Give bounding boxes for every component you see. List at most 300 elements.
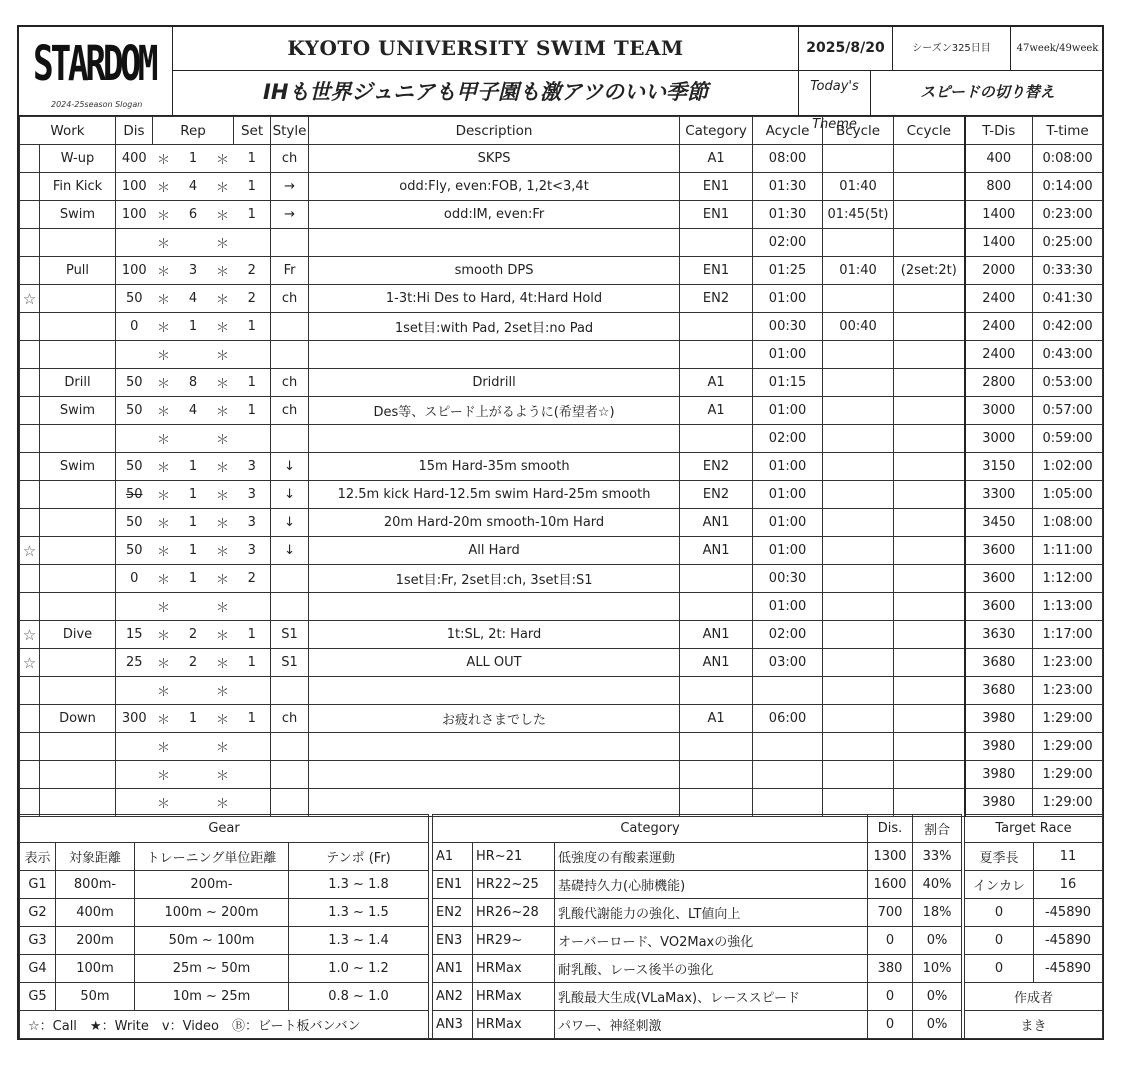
theme-label-box [798,70,871,132]
cell-multiplier: ＊ [212,537,234,565]
category-row [433,899,962,927]
cell-bcycle: 01:40 [823,257,894,285]
table-row [20,145,1103,173]
cell-style: ch [271,285,309,313]
gear-target-distance: 800m- [56,871,135,899]
gear-unit-distance: 200m- [135,871,289,899]
cell-style: ↓ [271,481,309,509]
gear-row [20,871,429,899]
cell-style [271,229,309,257]
cell-rep: 1 [175,537,212,565]
cell-multiplier: ＊ [153,201,175,229]
gear-target-distance: 200m [56,927,135,955]
table-row [20,229,1103,257]
cell-multiplier: ＊ [153,761,175,789]
cell-bcycle [823,285,894,313]
cell-category [680,425,753,453]
cell-rep [175,761,212,789]
category-hr: HRMax [473,955,555,983]
category-ratio: 18% [913,899,962,927]
cell-set [234,677,271,705]
cell-tdis: 3680 [965,649,1033,677]
cell-set [234,789,271,817]
cell-multiplier: ＊ [212,677,234,705]
category-distance: 0 [868,1011,913,1039]
cell-ccycle [894,313,965,341]
cell-multiplier: ＊ [212,509,234,537]
cell-dis: 50 [116,397,153,425]
cell-work [40,229,116,257]
cell-work [40,537,116,565]
cell-category: EN2 [680,481,753,509]
category-hr: HR29~ [473,927,555,955]
cell-category [680,733,753,761]
cell-style [271,425,309,453]
cell-work [40,341,116,369]
star-mark: ☆ [20,537,40,565]
race-row [965,871,1103,899]
cell-style: ch [271,369,309,397]
cell-ccycle [894,201,965,229]
theme-label: Today's Theme [810,79,859,132]
cell-multiplier: ＊ [153,425,175,453]
cell-description [309,789,680,817]
cell-multiplier: ＊ [212,425,234,453]
cell-tdis: 3450 [965,509,1033,537]
cell-rep: 1 [175,705,212,733]
cell-bcycle [823,677,894,705]
gear-header: 表示 [20,843,56,871]
table-row [20,621,1103,649]
cell-acycle: 01:00 [753,509,823,537]
cell-tdis: 2400 [965,285,1033,313]
cell-multiplier: ＊ [153,369,175,397]
cell-rep: 1 [175,313,212,341]
cell-ccycle [894,453,965,481]
gear-row [20,955,429,983]
col-bcycle: Bcycle [823,117,894,145]
cell-set: 1 [234,369,271,397]
category-ratio: 0% [913,983,962,1011]
category-purpose: オーバーロード、VO2Maxの強化 [555,927,868,955]
slogan: IHも世界ジュニアも甲子園も激アツのいい季節 [263,80,708,104]
cell-bcycle [823,453,894,481]
star-mark [20,733,40,761]
star-mark [20,425,40,453]
gear-code: G4 [20,955,56,983]
cell-multiplier: ＊ [212,789,234,817]
race-name: インカレ [965,871,1034,899]
cell-acycle: 00:30 [753,565,823,593]
cell-ttime: 1:08:00 [1033,509,1103,537]
practice-sheet [17,25,1104,1040]
cell-style [271,593,309,621]
category-ratio: 0% [913,1011,962,1039]
col-acycle: Acycle [753,117,823,145]
cell-style: S1 [271,649,309,677]
table-row [20,173,1103,201]
season-day-box [892,27,1011,71]
cell-tdis: 3000 [965,397,1033,425]
theme-box [870,70,1104,116]
star-mark [20,145,40,173]
cell-ccycle [894,509,965,537]
cell-work: Swim [40,453,116,481]
cell-ttime: 0:08:00 [1033,145,1103,173]
cell-description: odd:IM, even:Fr [309,201,680,229]
cell-work [40,285,116,313]
cell-category: A1 [680,145,753,173]
category-code: EN3 [433,927,473,955]
gear-unit-distance: 25m ~ 50m [135,955,289,983]
category-purpose: 耐乳酸、レース後半の強化 [555,955,868,983]
category-distance: 0 [868,983,913,1011]
cell-work [40,565,116,593]
cell-description: smooth DPS [309,257,680,285]
category-purpose: パワー、神経刺激 [555,1011,868,1039]
cell-ccycle [894,593,965,621]
cell-multiplier: ＊ [212,621,234,649]
gear-row [20,927,429,955]
cell-tdis: 3300 [965,481,1033,509]
cell-multiplier: ＊ [153,341,175,369]
gear-title: Gear [20,815,429,843]
cell-ccycle [894,733,965,761]
cell-category: A1 [680,369,753,397]
category-table [432,814,962,1039]
target-race-table [964,814,1103,1039]
cell-bcycle [823,537,894,565]
cell-style: Fr [271,257,309,285]
cell-dis: 50 [116,453,153,481]
cell-multiplier: ＊ [212,201,234,229]
cell-ccycle [894,565,965,593]
cell-acycle: 01:15 [753,369,823,397]
star-mark: ☆ [20,621,40,649]
race-weeks: 11 [1034,843,1103,871]
cell-tdis: 3980 [965,789,1033,817]
category-code: AN3 [433,1011,473,1039]
cell-set: 2 [234,257,271,285]
cell-ccycle [894,229,965,257]
cell-bcycle [823,481,894,509]
gear-target-distance: 50m [56,983,135,1011]
col-ccycle: Ccycle [894,117,965,145]
star-mark [20,397,40,425]
race-row [965,843,1103,871]
category-code: EN1 [433,871,473,899]
category-ratio: 40% [913,871,962,899]
cell-dis: 100 [116,257,153,285]
cell-multiplier: ＊ [212,481,234,509]
race-row [965,927,1103,955]
cell-category: A1 [680,397,753,425]
cell-multiplier: ＊ [212,565,234,593]
cell-multiplier: ＊ [212,173,234,201]
cell-category: AN1 [680,509,753,537]
cell-set: 3 [234,453,271,481]
cell-ttime: 0:57:00 [1033,397,1103,425]
cell-bcycle [823,593,894,621]
cell-acycle: 00:30 [753,313,823,341]
cell-category [680,341,753,369]
cell-description: 1set目:with Pad, 2set目:no Pad [309,313,680,341]
gear-tempo: 1.3 ~ 1.5 [289,899,429,927]
cell-rep [175,733,212,761]
category-row [433,871,962,899]
col-tdis: T-Dis [965,117,1033,145]
cell-multiplier: ＊ [153,789,175,817]
cell-multiplier: ＊ [212,649,234,677]
table-row [20,593,1103,621]
cell-set: 1 [234,649,271,677]
cell-acycle: 03:00 [753,649,823,677]
cell-style: ch [271,145,309,173]
race-row [965,899,1103,927]
category-distance: 1600 [868,871,913,899]
cell-bcycle [823,425,894,453]
star-mark: ☆ [20,285,40,313]
cell-tdis: 3980 [965,761,1033,789]
cell-style [271,789,309,817]
table-row [20,789,1103,817]
category-distance: 0 [868,927,913,955]
cell-tdis: 800 [965,173,1033,201]
star-mark [20,173,40,201]
col-rep: Rep [153,117,234,145]
cell-dis [116,229,153,257]
cell-bcycle [823,705,894,733]
cell-style: ch [271,705,309,733]
cell-rep: 4 [175,173,212,201]
gear-header: トレーニング単位距離 [135,843,289,871]
season-day: シーズン325日目 [912,43,991,54]
category-hr: HRMax [473,983,555,1011]
week-counter: 47week/49week [1016,43,1099,54]
gear-table [19,814,429,1039]
cell-bcycle [823,509,894,537]
cell-bcycle [823,761,894,789]
cell-bcycle [823,229,894,257]
cell-description [309,677,680,705]
cell-set [234,341,271,369]
gear-target-distance: 400m [56,899,135,927]
cell-set: 2 [234,285,271,313]
table-row [20,537,1103,565]
cell-description [309,425,680,453]
team-logo: STARDOM [33,35,156,92]
cell-work [40,789,116,817]
cell-description: 1-3t:Hi Des to Hard, 4t:Hard Hold [309,285,680,313]
gear-row [20,899,429,927]
cell-multiplier: ＊ [153,677,175,705]
cell-description: お疲れさまでした [309,705,680,733]
cell-dis [116,593,153,621]
category-distance: 380 [868,955,913,983]
star-mark [20,761,40,789]
cell-ttime: 1:23:00 [1033,677,1103,705]
date-box [798,27,893,71]
cell-style: ↓ [271,509,309,537]
cell-acycle: 01:25 [753,257,823,285]
cell-bcycle [823,733,894,761]
cell-rep: 1 [175,481,212,509]
cell-dis: 50 [116,537,153,565]
cell-dis: 400 [116,145,153,173]
cell-work [40,425,116,453]
cell-description: odd:Fly, even:FOB, 1,2t<3,4t [309,173,680,201]
cell-tdis: 1400 [965,229,1033,257]
cell-tdis: 2400 [965,341,1033,369]
cell-tdis: 3980 [965,705,1033,733]
cell-rep: 1 [175,565,212,593]
cell-category: EN2 [680,453,753,481]
cell-category: AN1 [680,621,753,649]
cell-set [234,593,271,621]
cell-ttime: 1:29:00 [1033,733,1103,761]
cell-tdis: 3150 [965,453,1033,481]
cell-acycle [753,677,823,705]
cell-rep: 2 [175,621,212,649]
cell-bcycle: 01:45(5t) [823,201,894,229]
cell-ccycle [894,173,965,201]
cell-tdis: 3600 [965,593,1033,621]
col-description: Description [309,117,680,145]
cell-work: W-up [40,145,116,173]
race-name: 夏季長 [965,843,1034,871]
gear-code: G1 [20,871,56,899]
category-dis-header: Dis. [868,815,913,843]
cell-dis: 25 [116,649,153,677]
category-purpose: 低強度の有酸素運動 [555,843,868,871]
cell-description: 12.5m kick Hard-12.5m swim Hard-25m smooth [309,481,680,509]
cell-ttime: 1:29:00 [1033,789,1103,817]
cell-dis [116,341,153,369]
star-mark [20,453,40,481]
cell-ttime: 0:23:00 [1033,201,1103,229]
category-ratio: 0% [913,927,962,955]
cell-tdis: 3630 [965,621,1033,649]
author-label: 作成者 [965,983,1103,1011]
cell-multiplier: ＊ [153,453,175,481]
cell-multiplier: ＊ [153,481,175,509]
cell-dis: 50 [116,369,153,397]
cell-multiplier: ＊ [153,145,175,173]
cell-multiplier: ＊ [153,621,175,649]
category-row [433,927,962,955]
table-row [20,425,1103,453]
cell-set: 3 [234,509,271,537]
category-row [433,983,962,1011]
cell-ccycle [894,425,965,453]
cell-multiplier: ＊ [212,229,234,257]
cell-bcycle: 01:40 [823,173,894,201]
cell-set [234,229,271,257]
cell-description: SKPS [309,145,680,173]
star-mark [20,201,40,229]
cell-description [309,229,680,257]
cell-tdis: 3680 [965,677,1033,705]
cell-work [40,509,116,537]
gear-header: テンポ (Fr) [289,843,429,871]
cell-multiplier: ＊ [212,705,234,733]
cell-dis [116,733,153,761]
cell-multiplier: ＊ [212,453,234,481]
cell-ttime: 0:59:00 [1033,425,1103,453]
cell-acycle: 01:00 [753,453,823,481]
cell-acycle: 01:00 [753,537,823,565]
gear-tempo: 1.3 ~ 1.4 [289,927,429,955]
cell-multiplier: ＊ [153,593,175,621]
star-mark [20,369,40,397]
table-row [20,397,1103,425]
cell-description: Dridrill [309,369,680,397]
author-name: まき [965,1011,1103,1039]
table-row [20,453,1103,481]
table-row [20,705,1103,733]
cell-description: 15m Hard-35m smooth [309,453,680,481]
cell-acycle: 02:00 [753,621,823,649]
cell-ttime: 1:11:00 [1033,537,1103,565]
category-purpose: 基礎持久力(心肺機能) [555,871,868,899]
cell-ttime: 0:43:00 [1033,341,1103,369]
gear-header: 対象距離 [56,843,135,871]
category-code: EN2 [433,899,473,927]
category-code: AN1 [433,955,473,983]
cell-acycle: 02:00 [753,425,823,453]
cell-work: Drill [40,369,116,397]
cell-ttime: 1:29:00 [1033,705,1103,733]
cell-multiplier: ＊ [153,285,175,313]
cell-description [309,733,680,761]
cell-acycle: 01:00 [753,397,823,425]
cell-dis: 50 [116,481,153,509]
cell-multiplier: ＊ [212,369,234,397]
cell-tdis: 2800 [965,369,1033,397]
cell-style: → [271,173,309,201]
gear-unit-distance: 50m ~ 100m [135,927,289,955]
cell-multiplier: ＊ [212,313,234,341]
cell-work [40,593,116,621]
cell-ttime: 0:25:00 [1033,229,1103,257]
gear-tempo: 1.0 ~ 1.2 [289,955,429,983]
cell-multiplier: ＊ [153,509,175,537]
cell-category [680,677,753,705]
week-box [1010,27,1104,71]
cell-set [234,425,271,453]
category-purpose: 乳酸代謝能力の強化、LT値向上 [555,899,868,927]
cell-ttime: 1:17:00 [1033,621,1103,649]
cell-tdis: 400 [965,145,1033,173]
cell-work [40,733,116,761]
col-set: Set [234,117,271,145]
table-row [20,565,1103,593]
star-mark [20,257,40,285]
cell-multiplier: ＊ [153,565,175,593]
cell-multiplier: ＊ [212,733,234,761]
cell-set: 1 [234,145,271,173]
table-row [20,761,1103,789]
cell-category: EN1 [680,201,753,229]
cell-multiplier: ＊ [212,257,234,285]
cell-work [40,313,116,341]
cell-bcycle [823,621,894,649]
cell-description: All Hard [309,537,680,565]
category-title: Category [433,815,868,843]
table-row [20,649,1103,677]
table-row [20,369,1103,397]
star-mark [20,481,40,509]
